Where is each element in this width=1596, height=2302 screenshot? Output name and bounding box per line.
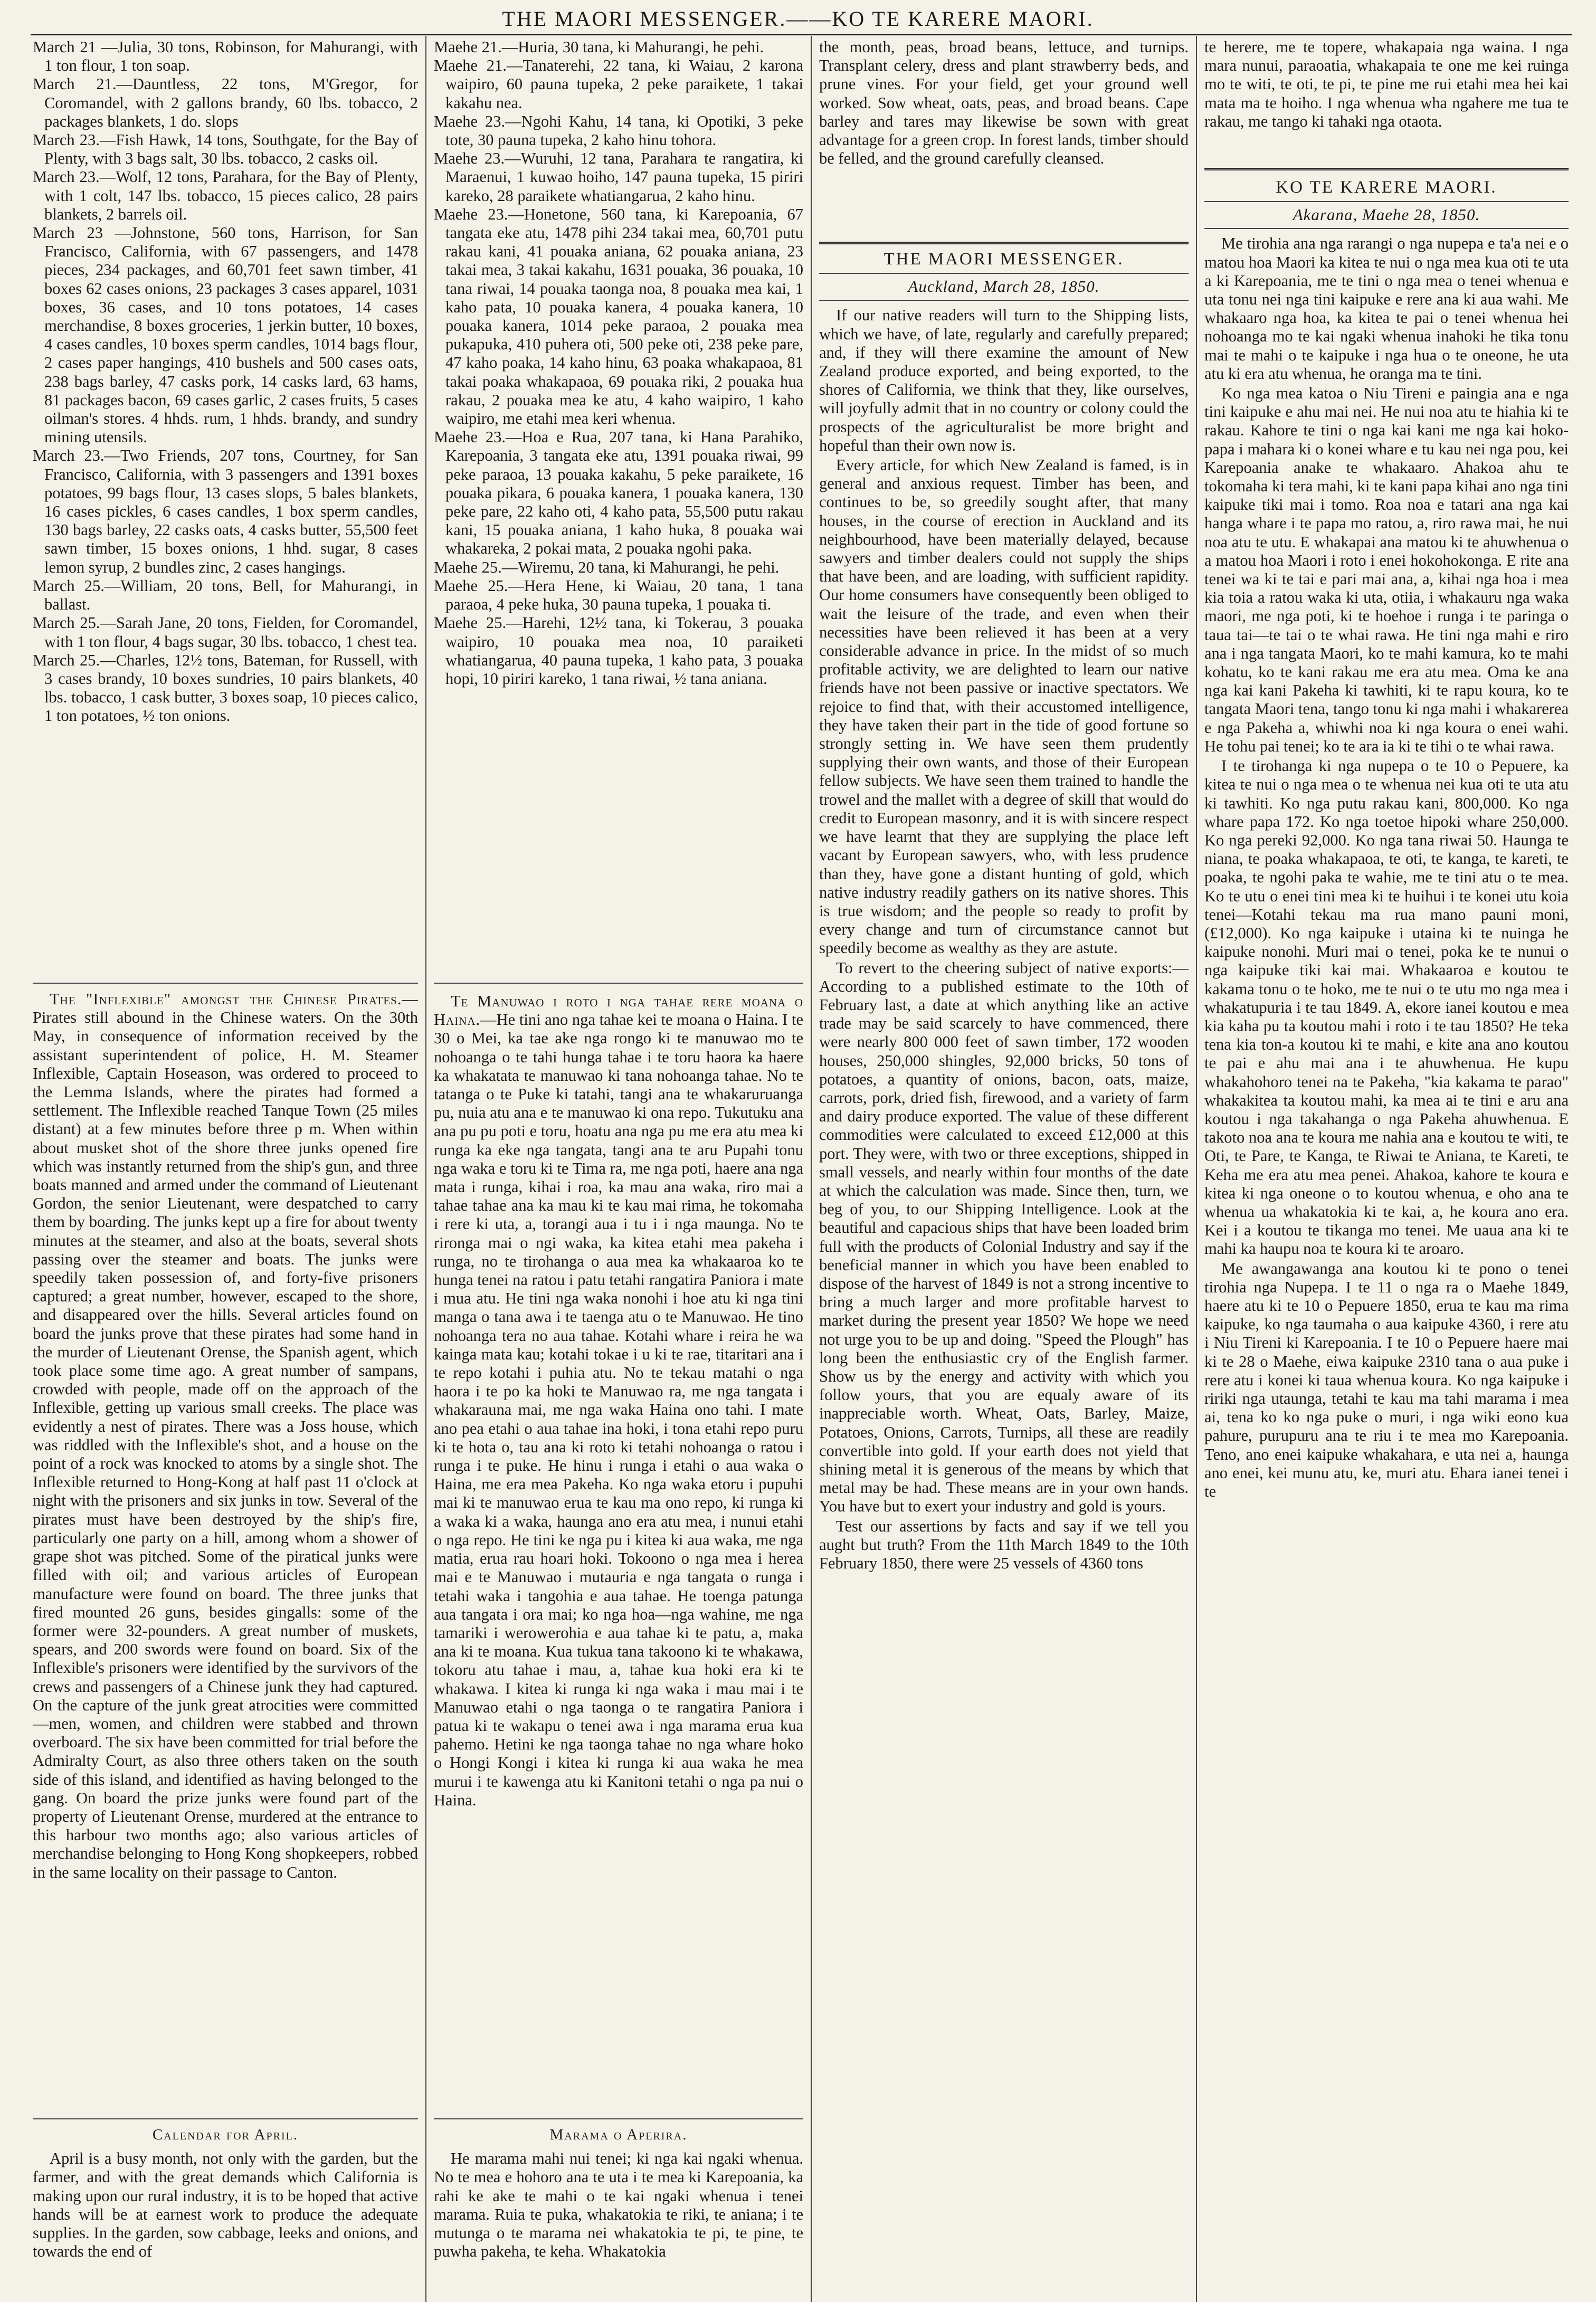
editorial-paragraph: Every article, for which New Zealand is famed, is in general and anxious request. Timber has been, and continues to be, so greedily sought after, that many houses, in the course of erection in Auckland and its neighbourhood, have been materially delayed, because sawyers and timber dealers could not supply the ships that have been, and are loading, with sufficient rapidity. Our home consumers have consequently been obliged to wait the leisure of the trade, and even when their necessities have been relieved it has been at a very considerable advance in price. In the midst of so much profitable activity, we are delighted to learn our native friends have not been passive or inactive spectators. We rejoice to find that, with their accustomed intelligence, they have taken their part in the tide of good fortune so strongly setting in. We have seen them prudently supplying their own wants, and those of their European fellow subjects. We have seen them trained to handle the trowel and the mallet with a degree of skill that would do credit to European masonry, and it is with sincere respect we have learnt that they are supplying the place left vacant by European sawyers, who, with less prudence than they, have gone a distant hunting of gold, which native industry readily gathers on its native shores. This is true wisdom; and the people so ready to profit by every change and turn of circumstance cannot but speedily become as wealthy as they are astute.: [819, 456, 1189, 957]
shipping-entry: Maehe 25.—Hera Hene, ki Waiau, 20 tana, 1 tana paraoa, 4 peke huka, 30 pauna tupeka, 1 pouaka ti.: [434, 576, 803, 614]
editorial-maori: [1204, 176, 1569, 2296]
shipping-entry: Maehe 23.—Honetone, 560 tana, ki Karepoania, 67 tangata eke atu, 1478 pihi 234 takai mea, 60,701 putu rakau kani, 41 pouaka aniana, 62 pouaka aniana, 23 takai mea, 3 takai kakahu, 1631 pouaka, 36 pouaka, 10 tana riwai, 14 pouaka taonga noa, 8 pouaka mea kai, 1 kaho pata, 10 pouaka kanera, 4 pouaka kanera, 10 pouaka kanera, 1014 peke paraoa, 2 pouaka mea pukapuka, 410 puhera oti, 500 peke oti, 238 peke pare, 47 kaho poaka, 14 kaho hinu, 63 poaka whakapaoa, 81 takai poaka whakapaoa, 69 pouaka riki, 2 pouaka hua rakau, 2 pouaka mea ke atu, 4 kaho waipiro, 1 kaho waipiro, me etahi mea keri whenua.: [434, 205, 803, 428]
calendar-title: Calendar for April.: [152, 2126, 299, 2143]
article-title: The "Inflexible" amongst the Chinese Pirates.: [50, 990, 402, 1008]
masthead: THE MAORI MESSENGER.——KO TE KARERE MAORI.: [502, 7, 1094, 31]
shipping-entry: Maehe 23.—Hoa e Rua, 207 tana, ki Hana Parahiko, Karepoania, 3 tangata eke atu, 1391 pouaka riwai, 99 peke paraoa, 13 pouaka kakahu, 5 peke paraikete, 16 pouaka pikara, 6 pouaka kanera, 1 pouaka kanera, 130 peke pare, 22 kaho oti, 4 kaho pata, 55,500 putu rakau kani, 15 pouaka aniana, 1 kaho huka, 8 pouaka wai whakareka, 2 pokai mata, 2 pouaka ngohi paka.: [434, 428, 803, 558]
marama-article: [434, 2123, 803, 2297]
shipping-entry: Maehe 23.—Ngohi Kahu, 14 tana, ki Opotiki, 3 peke tote, 30 pauna tupeka, 2 kaho hinu tohora.: [434, 112, 803, 149]
shipping-entry: Maehe 21.—Huria, 30 tana, ki Mahurangi, he pehi.: [434, 38, 764, 56]
shipping-entry: March 23.—Wolf, 12 tons, Parahara, for the Bay of Plenty, with 1 colt, 147 lbs. tobacco, 15 pieces calico, 28 pairs blankets, 2 barrels oil.: [33, 168, 418, 223]
editorial-paragraph: I te tirohanga ki nga nupepa o te 10 o Pepuere, ka kitea te nui o nga mea o te whenua nei kua oti te uta atu ki tawhiti. Ko nga putu rakau kani, 800,000. Ko nga whare papa 172. Ko nga toetoe hipoki whare 250,000. Ko nga pereki 92,000. Ko nga tana riwai 50. Haunga te niana, te poaka whakapaoa, te oti, te kanga, te kareti, te poaka, te ngohi paka te wahie, me te tini atu o te mea. Ko te utu o enei tini mea ki te huihui i te konei utu koia tenei—Kotahi tekau ma rua mano pauni moni, (£12,000). Ko nga kaipuke i utaina ki te nuinga he kaipuke nonohi. Muri mai o tenei, poka ke te nunui o nga kaipuke tiki kai mai. Whakaaroa e koutou te kakama tonu o te hoko, me te nui o te utu mo nga mea i whakatupuria i te tau 1849. A, ekore ianei koutou e mea kia kaha pu ta koutou mahi i roto i te tau 1850? He teka tena kia ton-a koutou ki te mahi, e kite ana ano koutou te pai e ahu mai ana i te ahuwhenua. He kupu whakahohoro tenei na te Pakeha, "kia kakama te parao" whakakitea ta koutou mahi, ka mea ai te tini e aru ana koutou i nga takahanga o nga Pakeha ahuwhenua. E takoto noa ana te koura me nahia ana e koutou te witi, te Oti, te Pare, te Kanga, te Riwai te Aniana, te Kareti, te Keha me era atu mea penei. Ahakoa, kahore te koura e kitea ki nga oneone o to koutou whenua, e oho ana te whenua ua whakatokia ki te kai, a, he koura ano era. Kei i a koutou te tikanga mo tenei. Me uaua ana ki te mahi ka haupu noa te koura ki te aroaro.: [1204, 757, 1569, 1258]
editorial-english: [819, 248, 1189, 2296]
editorial-dateline: Auckland, March 28, 1850.: [908, 277, 1100, 296]
article-body: —Pirates still abound in the Chinese waters. On the 30th May, in consequence of information received by the assistant superintendent of police, H. M. Steamer Inflexible, Captain Hoseason, was ordered to proceed to the Lemma Islands, where the pirates had formed a settlement. The Inflexible reached Tanque Town (25 miles distant) at a few minutes before three p m. When within about musket shot of the shore three junks opened fire which was instantly returned from the ship's gun, and three boats manned and armed under the command of Lieutenant Gordon, the senior Lieutenant, were despatched to carry them by boarding. The junks kept up a fire for about twenty minutes at the steamer, and also at the boats, several shots passing over the steamer and boats. The junks were speedily taken possession of, and forty-five prisoners captured; a great number, however, escaped to the shore, and disappeared over the hills. Several articles found on board the junks prove that these pirates had some hand in the murder of Lieutenant Orense, the Spanish agent, which took place some time ago. A great number of sampans, crowded with people, made off on the approach of the Inflexible, getting up various small creeks. The place was evidently a nest of pirates. There was a Joss house, which was riddled with the Inflexible's shot, and a house on the point of a rock was knocked to atoms by a single shot. The Inflexible returned to Hong-Kong at half past 11 o'clock at night with the prisoners and six junks in tow. Several of the pirates must have been destroyed by the ship's fire, particularly one party on a hill, among whom a shower of grape shot was pitched. Some of the piratical junks were filled with oil; and various articles of European manufacture were found on board. The three junks that fired mounted 26 guns, besides gingalls: some of the former were 32-pounders. A great number of muskets, spears, and 200 swords were found on board. Six of the Inflexible's prisoners were identified by the survivors of the crews and passengers of a Chinese junk they had captured. On the capture of the junk great atrocities were committed—men, women, and children were stabbed and thrown overboard. The six have been committed for trial before the Admiralty Court, as also three others taken on the south side of this island, and identified as having belonged to the gang. On board the prize junks were found part of the property of Lieutenant Orense, murdered at the entrance to this harbour two months ago; also various articles of merchandise belonging to Hong Kong shopkeepers, robbed in the same locality on their passage to Canton.: [33, 990, 418, 1881]
section-rule: [434, 983, 803, 984]
karere-body: [1204, 234, 1569, 1501]
editorial-title: THE MAORI MESSENGER.: [884, 250, 1124, 269]
calendar-article: [33, 2123, 418, 2297]
shipping-entry: March 21 —Julia, 30 tons, Robinson, for Mahurangi, with 1 ton flour, 1 ton soap.: [33, 38, 418, 75]
shipping-entry: Maehe 23.—Wuruhi, 12 tana, Parahara te rangatira, ki Maraenui, 1 kuwao hoiho, 147 pauna tupeka, 15 piriri kareko, 28 paraikete whatiangarua, 2 kaho hinu.: [434, 149, 803, 205]
editorial-rule: [1204, 168, 1569, 170]
shipping-entry: March 23.—Two Friends, 207 tons, Courtney, for San Francisco, California, with 3 passengers and 1391 boxes potatoes, 99 bags flour, 13 cases slops, 5 bales blankets, 16 cases pickles, 6 cases candles, 1 box sperm candles, 130 bags barley, 22 casks oats, 4 casks butter, 55,500 feet sawn timber, 15 boxes onions, 1 hhd. sugar, 8 cases lemon syrup, 2 bundles zinc, 2 cases hangings.: [33, 446, 418, 576]
marama-continued: [1204, 38, 1569, 165]
editorial-paragraph: Ko nga mea katoa o Niu Tireni e paingia ana e nga tini kaipuke e ahu mai nei. He nui noa atu te hiahia ki te rakau. Kahore te tini o nga kai kani me nga kai hoko-papa i mahara ki o konei whare e tu kau nei nga pou, kei Karepoania anake te whakaaro. Ahakoa ahu te tokomaha ki tera mahi, ki te kani papa kihai ano nga tini kaipuke tiki mai i tomo. Roa noa e tatari ana nga kai hanga whare i te papa mo ratou, a, riro rawa mai, he nui noa atu te utu. E whakapai ana matou ki te ahuwhenua o a matou hoa Maori i roto i enei hokohokonga. E rite ana tenei wa ki te tai e pari mai ana, a, kihai nga hoa i mea kia toia a ratou waka ki uta, otiia, i whakauru nga waka maori, me nga poti, ki te hoehoe i runga i te paringa o taua tai—te tai o te whai rawa. He tini nga mahi e riro ana i nga tangata Maori, ko te mahi kamura, ko te mahi kohatu, ko te kani rakau me era atu mea. Oma ke ana nga kai kani Pakeha ki tawhiti, ki te rapu koura, ko te tangata Maori tena, tango tonu ki nga mahi i whakarerea e nga Pakeha a, whiwhi noa ki nga koura o enei wahi. He tohu pai tenei; ko te ara ia ki te tihi o te whai rawa.: [1204, 384, 1569, 755]
karere-title: KO TE KARERE MAORI.: [1276, 178, 1497, 197]
manuwao-article: [434, 991, 803, 2112]
marama-title: Marama o Aperira.: [549, 2126, 688, 2143]
column-rule-3: [1196, 36, 1197, 2302]
section-rule: [33, 2118, 418, 2119]
pirates-article: [33, 989, 418, 2112]
karere-dateline: Akarana, Maehe 28, 1850.: [1293, 205, 1480, 224]
article-title: Te Manuwao i roto i nga tahae rere moana o Haina.: [434, 992, 803, 1029]
editorial-rule: [819, 242, 1189, 244]
calendar-continued-text: the month, peas, broad beans, lettuce, and turnips. Transplant celery, dress and plant strawberry beds, and prune vines. For your field, get your ground well worked. Sow wheat, oats, peas, and broad beans. Cape barley and tares may likewise be sown with great advantage for a green crop. In forest lands, timber should be felled, and the ground carefully cleansed.: [819, 38, 1189, 168]
editorial-body: [819, 306, 1189, 1573]
marama-continued-text: te herere, me te topere, whakapaia nga waina. I nga mara nunui, paraoatia, whakapaia te one me kei ruinga mo te witi, te oti, te pi, te pine me rui etahi mea hei kai mata ma te hoiho. I nga whenua wha ngahere me tua te rakau, me tango ki tahaki nga otaota.: [1204, 38, 1569, 130]
shipping-entry: March 23 —Johnstone, 560 tons, Harrison, for San Francisco, California, with 67 passengers, and 1478 pieces, 234 packages, and 60,701 feet sawn timber, 41 boxes 62 cases onions, 23 packages 3 cases apparel, 1031 boxes, 36 cases, and 10 tons potatoes, 14 cases merchandise, 8 boxes groceries, 1 jerkin butter, 10 boxes, 4 cases candles, 10 boxes sperm candles, 1014 bags flour, 2 cases paper hangings, 410 bushels and 500 cases oats, 238 bags barley, 47 casks pork, 14 casks lard, 63 hams, 81 packages bacon, 69 cases garlic, 2 cases fruits, 5 cases oilman's stores. 4 hhds. rum, 1 hhds. brandy, and sundry mining utensils.: [33, 224, 418, 446]
editorial-paragraph: Me awangawanga ana koutou ki te pono o tenei tirohia nga Nupepa. I te 11 o nga ra o Maehe 1849, haere atu ki te 10 o Pepuere 1850, erua te kau ma rima kaipuke, ko nga taumaha o aua kaipuke 4360, i rere atu i Niu Tireni ki Karepoania. I te 10 o Pepuere haere mai ki te 28 o Maehe, eiwa kaipuke 2310 tana o aua puke i rere atu i konei ki taua whenua koura. Ko nga kaipuke i ririki nga utaunga, tetahi te kau ma tahi marama i mea ai, tena ko ko nga puke o muri, i nga wiki eono kua pahure, purupuru ana te riu i te mea mo Karepoania. Teno, ano enei kaipuke whakahara, e uta nei a, haunga ano enei, kei munu atu, ke, muri atu. Ehara ianei tenei i te: [1204, 1259, 1569, 1501]
editorial-paragraph: Test our assertions by facts and say if we tell you aught but truth? From the 11th March 1849 to the 10th February 1850, there were 25 vessels of 4360 tons: [819, 1517, 1189, 1573]
column-rule-2: [811, 36, 812, 2302]
shipping-entry: March 25.—Sarah Jane, 20 tons, Fielden, for Coromandel, with 1 ton flour, 4 bags sugar, 30 lbs. tobacco, 1 chest tea.: [33, 614, 418, 651]
shipping-entry: March 25.—William, 20 tons, Bell, for Mahurangi, in ballast.: [33, 576, 418, 614]
article-body: —He tini ano nga tahae kei te moana o Haina. I te 30 o Mei, ka tae ake nga rongo ki te manuwao mo te nohoanga o te tahi hunga tahae i te toru haora ka haere ka whakatata te manuwao ki tana nohoanga tahae. No te tatanga o te Puke ki tatahi, tangi ana te whakaruruanga pu, nuia atu ana e te manuwao ki ona repo. Tukutuku ana ana pu pu poti e toru, hoatu ana nga pu me era atu mea ki runga ka eke nga tangata, tangi ana te aru Pupahi tonu nga waka e toru ki te Tima ra, me nga poti, haere ana nga mata i runga, kihai i roa, ka mau ana waka, riro mai a tahae tahae ana ka mau ki te kau mai rima, he tokomaha i rere ki uta, a, torangi aua i tu i i nga maunga. No te rironga mai o ngi waka, ka kitea etahi mea pakeha i runga, no te tirohanga o aua mea ka whakaaroa ko te hunga tenei na ratou i patu tetahi rangatira Paniora i mate i mua atu. He tini nga waka nonohi i hoe atu ki nga tini manga o tana awa i te taenga atu o te Manuwao. He tino nohoanga tera no aua tahae. Kotahi whare i reira he wa kainga mata kau; kotahi tokae i u ki te rae, titaritari ana i te repo kotahi i puhia atu. No te tekau matahi o nga haora i te po ka hoki te Manuwao ra, me nga tangata i whakarauna mai, me nga waka Haina ono tahi. I mate ano pea etahi o aua tahae ina hoki, i tona etahi repo puru ki te hota o, tau ana ki roto ki tetahi nohoanga o ratou i runga i te puke. He hinu i runga i etahi o aua waka o Haina, me era mea Pakeha. Ko nga waka etoru i pupuhi mai ki te manuwao erua te kau ma ono repo, ki runga ki a waka ki a waka, haunga ano era atu mea, i nunui etahi o nga repo. He tini ke nga pu i kitea ki aua waka, me nga matia, erua rau hoari hoki. Tokoono o nga mea i herea mai e te Manuwao i mutauria e nga tangata o runga i tetahi waka i tangohia e aua tahae. He toenga patunga aua tangata i ora mai; ko nga hoa—nga wahine, me nga tamariki i werowerohia e aua tahae ki te patu, a, maka ana ki te moana. Kua tukua tana takoono ki te whakawa, tokoru atu tahae i mau, a, tahae kua hoki era ki te whakawa. I kitea ki runga ki nga waka i mau mai i te Manuwao etahi o nga taonga o te rangatira Paniora i patua ki te wakapu o tenei awa i nga marama erua kua pahemo. Hetini ke nga taonga tahae no nga whare hoko o Hongi Kongi i kitea ki runga ki aua waka he mea murui i te kawenga atu ki Kanitoni tetahi o nga pa nui o Haina.: [434, 1011, 803, 1809]
section-rule: [434, 2118, 803, 2119]
editorial-paragraph: To revert to the cheering subject of native exports:—According to a published estimate to the 10th of February last, a date at which anything like an active trade may be said scarcely to have commenced, there were nearly 800 000 feet of sawn timber, 172 wooden houses, 250,000 shingles, 92,000 bricks, 50 tons of potatoes, a quantity of onions, bacon, oats, maize, carrots, pork, dried fish, firewood, and a variety of farm and dairy produce exported. The value of these different commodities were calculated to exceed £12,000 at this port. They were, with two or three exceptions, shipped in small vessels, and nearly within four months of the date at which the calculation was made. Since then, turn, we beg of you, to our Shipping Intelligence. Look at the beautiful and capacious ships that have been loaded brim full with the products of Colonial Industry and say if the beneficial manner in which you have been enabled to dispose of the harvest of 1849 is not a strong incentive to bring a much larger and more profitable harvest to market during the present year 1850? We hope we need not urge you to be up and doing. "Speed the Plough" has long been the enthusiastic cry of the English farmer. Show us by the energy and activity with which you follow yours, that you are equaly aware of its inappreciable worth. Wheat, Oats, Barley, Maize, Potatoes, Onions, Carrots, Turnips, all these are readily convertible into gold. If your earth does not yield that shining metal it is generous of the means by which that metal may be had. These means are in your own hands. You have but to exert your industry and gold is yours.: [819, 958, 1189, 1516]
shipping-entry: Maehe 21.—Tanaterehi, 22 tana, ki Waiau, 2 karona waipiro, 60 pauna tupeka, 2 peke paraikete, 1 takai kakahu nea.: [434, 56, 803, 112]
shipping-entry: March 21.—Dauntless, 22 tons, M'Gregor, for Coromandel, with 2 gallons brandy, 60 lbs. tobacco, 2 packages blankets, 1 do. slops: [33, 75, 418, 130]
section-rule: [33, 983, 418, 984]
masthead-rule: [31, 34, 1572, 35]
column-rule-1: [425, 36, 426, 2302]
shipping-list-english: [33, 38, 418, 977]
editorial-paragraph: Me tirohia ana nga rarangi o nga nupepa e ta'a nei e o matou hoa Maori ka kitea te nui o nga mea kua oti te uta a ki Karepoania, me te tini o nga mea o tenei whenua e uta tonu nei nga tini kaipuke e rere ana ki aua wahi. Me whakaaro nga hoa, ka kitea te pai o tenei whenua hei nohoanga mo te kai ngaki whenua inahoki he tika tonu mai te mahi o te kaipuke i nga hua o te oneone, he uta atu ki era atu whenua, he oranga ma te tini.: [1204, 234, 1569, 383]
shipping-entry: March 23.—Fish Hawk, 14 tons, Southgate, for the Bay of Plenty, with 3 bags salt, 30 lbs. tobacco, 2 casks oil.: [33, 131, 418, 168]
shipping-entry: Maehe 25.—Harehi, 12½ tana, ki Tokerau, 3 pouaka waipiro, 10 pouaka mea noa, 10 paraiketi whatiangarua, 40 pauna tupeka, 1 kaho pata, 3 pouaka hopi, 10 piriri kareko, 1 tana riwai, ½ tana aniana.: [434, 614, 803, 688]
shipping-list-maori: [434, 38, 803, 988]
marama-body: He marama mahi nui tenei; ki nga kai ngaki whenua. No te mea e hohoro ana te uta i te mea ki Karepoania, ka rahi ke ake te mahi o te kai ngaki whenua i tenei marama. Ruia te puka, whakatokia te riki, te aniana; i te mutunga o te marama nei whakatokia te pi, te pine, te puwha pakeha, te keha. Whakatokia: [434, 2149, 803, 2261]
shipping-entry: March 25.—Charles, 12½ tons, Bateman, for Russell, with 3 cases brandy, 10 boxes sundries, 10 pairs blankets, 40 lbs. tobacco, 1 cask butter, 3 boxes soap, 10 pieces calico, 1 ton potatoes, ½ ton onions.: [33, 651, 418, 725]
shipping-entry: Maehe 25.—Wiremu, 20 tana, ki Mahurangi, he pehi.: [434, 558, 780, 576]
calendar-body: April is a busy month, not only with the garden, but the farmer, and with the great demands which California is making upon our rural industry, it is to be hoped that active hands will be at earnest work to produce the adequate supplies. In the garden, sow cabbage, leeks and onions, and towards the end of: [33, 2149, 418, 2261]
calendar-continued: [819, 38, 1189, 239]
editorial-paragraph: If our native readers will turn to the Shipping lists, which we have, of late, regularly and carefully prepared; and, if they will there examine the amount of New Zealand produce exported, and being exported, to the shores of California, we think that they, like ourselves, will joyfully admit that in no country or colony could the prospects of the agriculturalist be more bright and hopeful than their own now is.: [819, 306, 1189, 454]
